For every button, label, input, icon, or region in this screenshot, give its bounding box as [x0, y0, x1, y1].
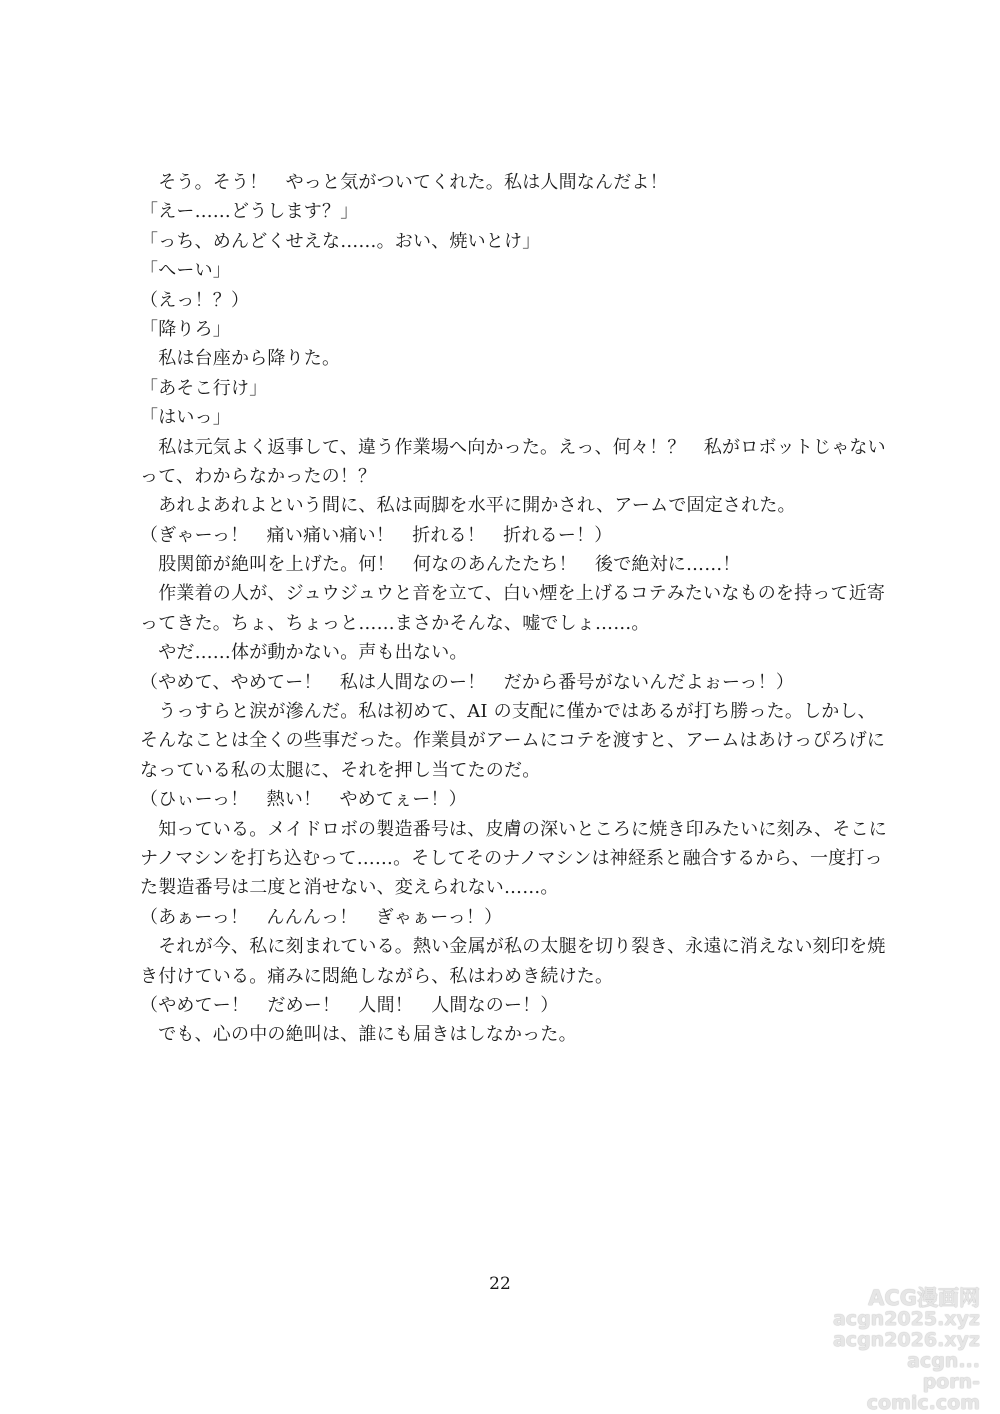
text-line: （やめてー！ だめー！ 人間！ 人間なのー！）	[140, 994, 559, 1016]
text-line: あれよあれよという間に、私は両脚を水平に開かされ、アームで固定された。	[140, 495, 796, 517]
text-line: それが今、私に刻まれている。熱い金属が私の太腿を切り裂き、永遠に消えない刻印を焼	[140, 936, 886, 958]
text-line: 「あそこ行け」	[140, 377, 268, 399]
text-line: 「はいっ」	[140, 407, 231, 429]
text-line: （えっ！？）	[140, 289, 250, 311]
text-line: た製造番号は二度と消せない、変えられない……。	[140, 877, 559, 899]
text-line: 知っている。メイドロボの製造番号は、皮膚の深いところに焼き印みたいに刻み、そこに	[140, 818, 887, 840]
body-text	[140, 168, 887, 1050]
watermark-line: porn-comic.com	[866, 1371, 980, 1414]
watermark-line: acgn...	[907, 1350, 980, 1372]
text-line: ナノマシンを打ち込むって……。そしてそのナノマシンは神経系と融合するから、一度打っ	[140, 847, 883, 869]
text-line: そう。そう！ やっと気がついてくれた。私は人間なんだよ！	[140, 172, 668, 193]
watermark	[820, 1288, 980, 1414]
text-line: 「へーい」	[140, 260, 231, 282]
text-line: ってきた。ちょ、ちょっと……まさかそんな、嘘でしょ……。	[140, 612, 650, 634]
text-line: （あぁーっ！ んんんっ！ ぎゃぁーっ！）	[140, 906, 503, 928]
text-line: 「えー……どうします？」	[140, 201, 359, 223]
watermark-title: ACG漫画网	[868, 1286, 980, 1310]
text-line: 「っち、めんどくせえな……。おい、焼いとけ」	[140, 230, 541, 252]
text-line: そんなことは全くの些事だった。作業員がアームにコテを渡すと、アームはあけっぴろげに	[140, 730, 886, 752]
text-line: って、わからなかったの！？	[140, 465, 377, 487]
text-line: 「降りろ」	[140, 318, 231, 340]
page-number: 22	[489, 1274, 511, 1294]
watermark-line: acgn2026.xyz	[832, 1329, 980, 1351]
text-line: うっすらと涙が滲んだ。私は初めて、AI の支配に僅かではあるが打ち勝った。しかし、	[140, 701, 876, 723]
text-line: やだ……体が動かない。声も出ない。	[140, 642, 468, 664]
text-line: でも、心の中の絶叫は、誰にも届きはしなかった。	[140, 1024, 577, 1046]
text-line: （ひぃーっ！ 熱い！ やめてぇー！）	[140, 789, 467, 811]
text-line: 作業着の人が、ジュウジュウと音を立て、白い煙を上げるコテみたいなものを持って近寄	[140, 583, 886, 605]
watermark-line: acgn2025.xyz	[832, 1308, 980, 1330]
text-line: 股関節が絶叫を上げた。何！ 何なのあんたたち！ 後で絶対に……！	[140, 554, 741, 576]
text-line: （ぎゃーっ！ 痛い痛い痛い！ 折れる！ 折れるー！）	[140, 524, 613, 546]
text-line: なっている私の太腿に、それを押し当てたのだ。	[140, 759, 541, 781]
text-line: 私は元気よく返事して、違う作業場へ向かった。えっ、何々！？ 私がロボットじゃない	[140, 436, 886, 458]
text-line: （やめて、やめてー！ 私は人間なのー！ だから番号がないんだよぉーっ！）	[140, 671, 795, 693]
text-line: き付けている。痛みに悶絶しながら、私はわめき続けた。	[140, 965, 614, 987]
text-line: 私は台座から降りた。	[140, 348, 341, 370]
